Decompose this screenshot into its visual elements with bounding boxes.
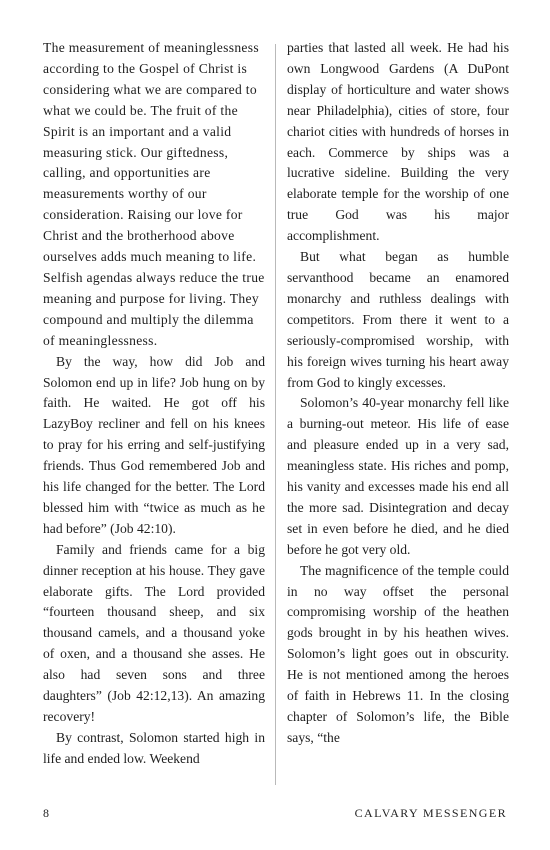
paragraph: But what began as humble servanthood became an enamored monarchy and ruthless dealings with competitors. From there it went to a seriously-compromised worship, with his foreign wives turning his heart away from God to kingly excesses.	[287, 249, 509, 390]
paragraph: The measurement of meaninglessness according to the Gospel of Christ is considering what we are compared to what we could be. The fruit of the Spirit is an important and a valid measuring stick. Our giftedness, calling, and opportunities are measurements worthy of our consideration. Raising our love for Christ and the brotherhood above ourselves adds much meaning to life. Selfish agendas always reduce the true meaning and purpose for living. They compound and multiply the dilemma of meaninglessness.	[43, 40, 265, 348]
paragraph: The magnificence of the temple could in no way offset the personal compromising worship of the heathen gods brought in by his heathen wives. Solomon’s light goes out in obscurity. He is not mentioned among the heroes of faith in Hebrews 11. In the closing chapter of Solomon’s life, the Bible says, “the	[287, 562, 509, 745]
paragraph: Solomon’s 40-year monarchy fell like a burning-out meteor. His life of ease and pleasure ended up in a very sad, meaningless state. His riches and pomp, his vanity and excesses made his end all the more sad. Disintegration and decay set in even before he died, and he died before he got very old.	[287, 395, 509, 557]
publication-name: CALVARY MESSENGER	[354, 806, 507, 820]
paragraph: By the way, how did Job and Solomon end up in life? Job hung on by faith. He waited. He got off his LazyBoy recliner and fell on his knees to pray for his erring and self-justifying friends. Thus God remembered Job and his life changed for the better. The Lord blessed him with “twice as much as he had before” (Job 42:10).	[43, 353, 265, 536]
paragraph: Family and friends came for a big dinner reception at his house. They gave elaborate gifts. The Lord provided “fourteen thousand sheep, and six thousand camels, and a thousand yoke of oxen, and a thousand she asses. He also had seven sons and three daughters” (Job 42:12,13). An amazing recovery!	[43, 541, 265, 724]
paragraph: parties that lasted all week. He had his own Longwood Gardens (A DuPont display of horticulture and water shows near Philadelphia), cities of store, four chariot cities with hundreds of horses in each. Commerce by ships was a lucrative sideline. Building the very elaborate temple for the worship of one true God was his major accomplishment.	[287, 40, 509, 244]
right-column	[287, 38, 509, 749]
paragraph: By contrast, Solomon started high in life and ended low. Weekend	[43, 729, 265, 766]
column-divider	[275, 44, 276, 785]
page-number: 8	[43, 806, 49, 820]
left-column	[43, 38, 265, 770]
